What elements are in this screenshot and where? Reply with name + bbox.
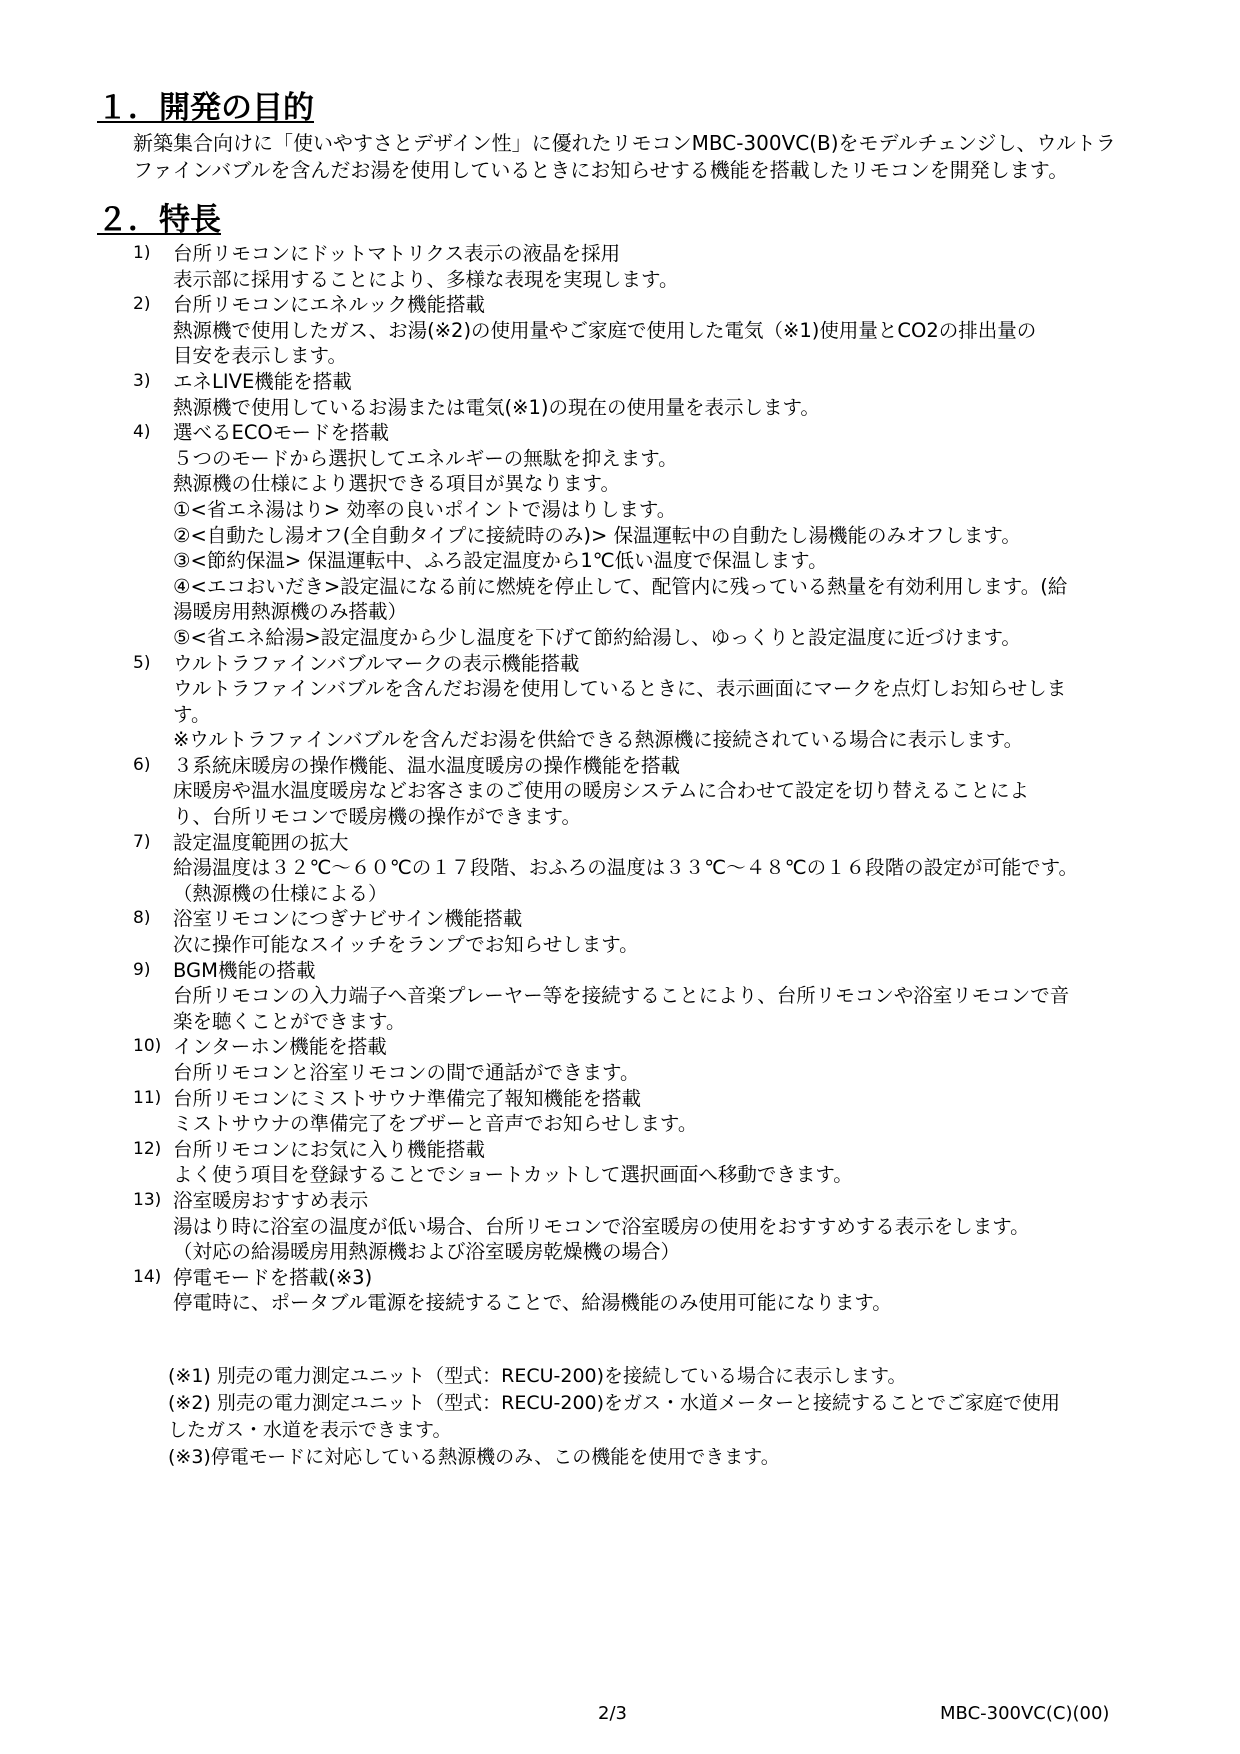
feature-title: 台所リモコンにミストサウナ準備完了報知機能を搭載 [173,1086,642,1110]
feature-description-line: ①<省エネ湯はり> 効率の良いポイントで湯はりします。 [173,497,677,521]
feature-number: 8) [133,908,151,929]
page-number: 2/3 [598,1703,627,1724]
feature-title: ３系統床暖房の操作機能、温水温度暖房の操作機能を搭載 [173,753,681,777]
feature-number: 6) [133,754,151,775]
feature-description-line: 熱源機の仕様により選択できる項目が異なります。 [173,472,620,496]
document-code: MBC-300VC(C)(00) [940,1703,1110,1724]
feature-number: 10) [133,1036,162,1057]
feature-number: 5) [133,652,151,673]
feature-item [133,1137,1153,1188]
feature-number: 14) [133,1266,162,1287]
feature-description-line: 目安を表示します。 [173,344,347,368]
note-line: (※2) 別売の電力測定ユニット（型式：RECU-200)をガス・水道メーターと接続することでご家庭で使用 [168,1392,1061,1414]
feature-title: インターホン機能を搭載 [173,1035,387,1059]
feature-item [133,369,1153,420]
feature-description-line: ウルトラファインバブルを含んだお湯を使用しているときに、表示画面にマークを点灯しお知らせしま [173,677,1067,701]
feature-description-line: よく使う項目を登録することでショートカットして選択画面へ移動できます。 [173,1163,853,1187]
feature-number: 3) [133,370,151,391]
feature-description-line: （熱源機の仕様による） [173,881,388,905]
feature-description-line: り、台所リモコンで暖房機の操作ができます。 [173,805,581,829]
feature-item [133,830,1153,907]
feature-description-line: ④<エコおいだき>設定温になる前に燃焼を停止して、配管内に残っている熱量を有効利用します。(給 [173,574,1068,598]
section1-heading: １．開発の目的 [97,90,314,126]
feature-item [133,958,1153,1035]
note-line: (※1) 別売の電力測定ユニット（型式：RECU-200)を接続している場合に表示します。 [168,1365,907,1387]
feature-title: 設定温度範囲の拡大 [173,830,349,854]
feature-item [133,1086,1153,1137]
feature-title: 浴室暖房おすすめ表示 [173,1188,369,1212]
feature-description-line: 表示部に採用することにより、多様な表現を実現します。 [173,267,679,291]
feature-number: 4) [133,422,151,443]
feature-description-line: 床暖房や温水温度暖房などお客さまのご使用の暖房システムに合わせて設定を切り替えることによ [173,779,1030,803]
feature-description-line: 台所リモコンと浴室リモコンの間で通話ができます。 [173,1061,640,1084]
feature-number: 2) [133,294,151,315]
feature-item [133,906,1153,957]
notes-block [168,1363,1158,1471]
feature-item [133,1188,1153,1265]
feature-title: 台所リモコンにドットマトリクス表示の液晶を採用 [173,242,621,265]
feature-number: 9) [133,959,151,980]
feature-title: ウルトラファインバブルマークの表示機能搭載 [173,651,580,675]
feature-description-line: 次に操作可能なスイッチをランプでお知らせします。 [173,933,639,957]
feature-title: 停電モードを搭載(※3) [173,1265,373,1289]
note-line: (※3)停電モードに対応している熱源機のみ、この機能を使用できます。 [168,1446,780,1468]
feature-title: エネLIVE機能を搭載 [173,369,352,393]
note-line: したガス・水道を表示できます。 [168,1419,452,1441]
feature-description-line: 熱源機で使用したガス、お湯(※2)の使用量やご家庭で使用した電気（※1)使用量とCO2の排出量の [173,318,1037,342]
feature-number: 7) [133,831,151,852]
feature-description-line: （対応の給湯暖房用熱源機および浴室暖房乾燥機の場合） [173,1240,681,1264]
feature-number: 13) [133,1189,162,1210]
feature-number: 12) [133,1138,162,1159]
feature-description-line: ②<自動たし湯オフ(全自動タイプに接続時のみ)> 保温運転中の自動たし湯機能のみオフします。 [173,523,1021,547]
feature-item [133,651,1153,753]
purpose-paragraph [133,130,1153,184]
feature-number: 11) [133,1087,162,1108]
feature-description-line: ③<節約保温> 保温運転中、ふろ設定温度から1℃低い温度で保温します。 [173,549,828,573]
feature-description-line: 給湯温度は３２℃～６０℃の１７段階、おふろの温度は３３℃～４８℃の１６段階の設定が可能です。 [173,856,1079,880]
feature-title: 台所リモコンにエネルック機能搭載 [173,293,486,317]
feature-title: 浴室リモコンにつぎナビサイン機能搭載 [173,907,523,931]
feature-item [133,753,1153,830]
section2-heading: ２．特長 [97,202,221,238]
feature-item [133,292,1153,369]
feature-title: BGM機能の搭載 [173,958,316,982]
feature-number: 1) [133,243,151,263]
feature-description-line: 楽を聴くことができます。 [173,1009,406,1033]
feature-item [133,1034,1153,1085]
feature-item [133,1265,1153,1316]
purpose-line: 新築集合向けに「使いやすさとデザイン性」に優れたリモコンMBC-300VC(B)をモデルチェンジし、ウルトラ [133,131,1116,155]
feature-description-line: ５つのモードから選択してエネルギーの無駄を抑えます。 [173,446,678,470]
feature-description-line: ⑤<省エネ給湯>設定温度から少し温度を下げて節約給湯し、ゆっくりと設定温度に近づけます。 [173,625,1021,649]
feature-description-line: す。 [173,702,211,726]
feature-description-line: 湯暖房用熱源機のみ搭載） [173,600,408,624]
feature-item [133,241,1153,292]
feature-description-line: 湯はり時に浴室の温度が低い場合、台所リモコンで浴室暖房の使用をおすすめする表示をします。 [173,1214,1030,1238]
purpose-line: ファインバブルを含んだお湯を使用しているときにお知らせする機能を搭載したリモコンを開発します。 [133,158,1069,182]
feature-description-line: 熱源機で使用しているお湯または電気(※1)の現在の使用量を表示します。 [173,395,820,419]
feature-item [133,420,1153,650]
features-list [133,241,1153,1316]
feature-description-line: ミストサウナの準備完了をブザーと音声でお知らせします。 [173,1112,698,1136]
feature-description-line: 台所リモコンの入力端子へ音楽プレーヤー等を接続することにより、台所リモコンや浴室リモコンで音 [173,984,1070,1008]
feature-title: 台所リモコンにお気に入り機能搭載 [173,1137,486,1161]
feature-title: 選べるECOモードを搭載 [173,421,390,445]
feature-description-line: 停電時に、ポータブル電源を接続することで、給湯機能のみ使用可能になります。 [173,1291,892,1315]
feature-description-line: ※ウルトラファインバブルを含んだお湯を供給できる熱源機に接続されている場合に表示します。 [173,728,1024,752]
